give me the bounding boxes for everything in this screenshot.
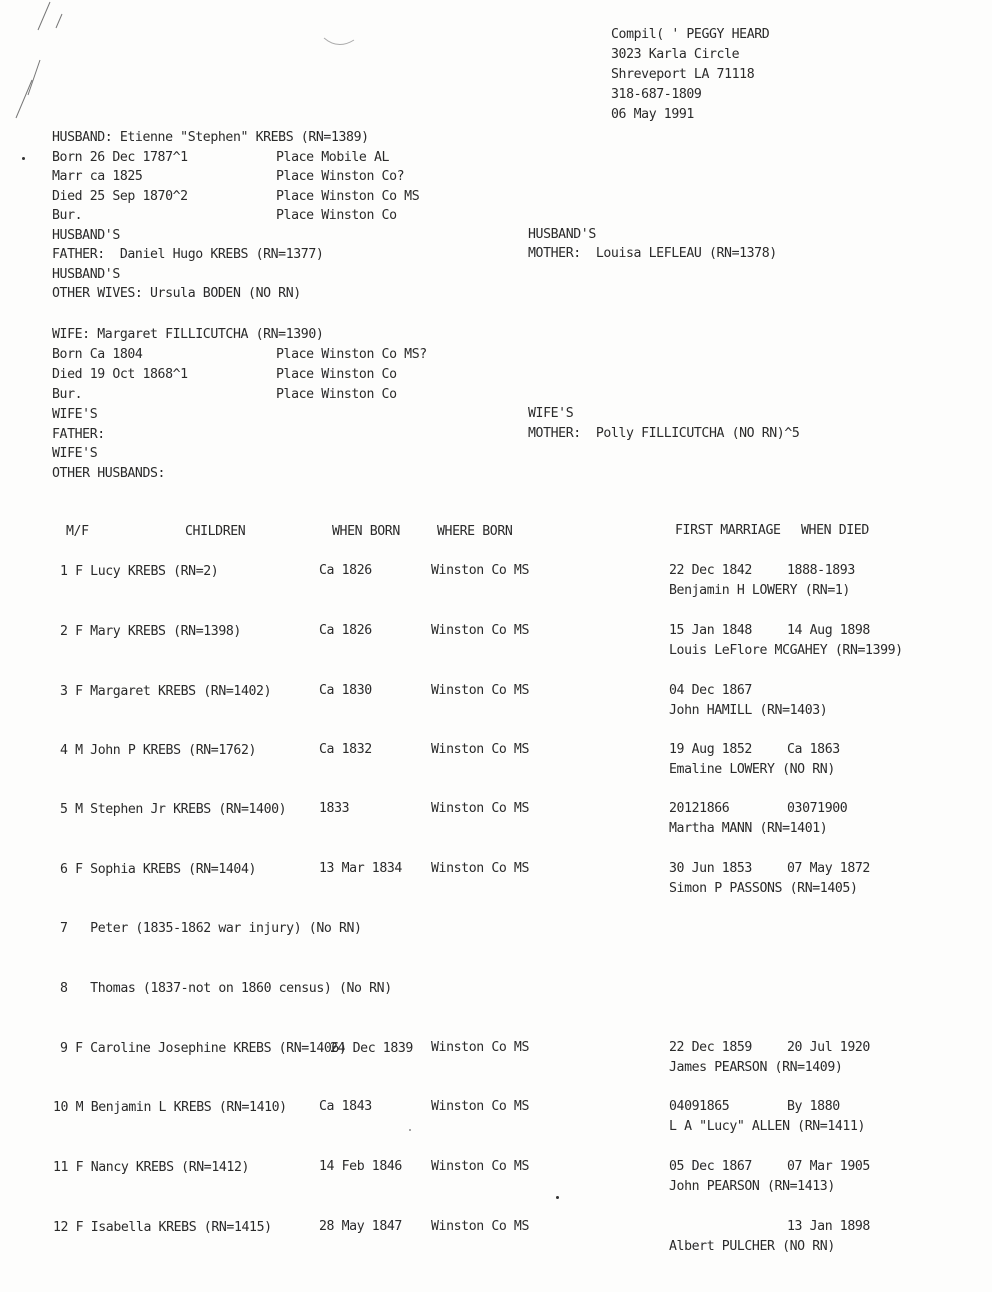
child-born: 28 May 1847 [319, 1219, 402, 1234]
pencil-mark-graphic [322, 34, 358, 50]
child-where: Winston Co MS [431, 742, 530, 757]
child-marr: 22 Dec 1842 [669, 563, 752, 578]
child-name: 8 Thomas (1837-not on 1860 census) (No RN) [60, 981, 392, 996]
compiler-address2: Shreveport LA 71118 [611, 67, 755, 82]
wife-name: WIFE: Margaret FILLICUTCHA (RN=1390) [52, 327, 324, 342]
wife-born: Born Ca 1804 [52, 347, 143, 362]
child-name: 1 F Lucy KREBS (RN=2) [60, 564, 219, 579]
child-marr: 20121866 [669, 801, 730, 816]
wife-bur-place: Place Winston Co [276, 387, 397, 402]
child-spouse: Simon P PASSONS (RN=1405) [669, 881, 858, 896]
child-where: Winston Co MS [431, 861, 530, 876]
child-marr: 22 Dec 1859 [669, 1040, 752, 1055]
child-born: Ca 1830 [319, 683, 372, 698]
child-name: 6 F Sophia KREBS (RN=1404) [60, 862, 257, 877]
child-name: 5 M Stephen Jr KREBS (RN=1400) [60, 802, 287, 817]
child-where: Winston Co MS [431, 801, 530, 816]
child-marr: 30 Jun 1853 [669, 861, 752, 876]
child-died: 13 Jan 1898 [787, 1219, 870, 1234]
wife-born-place: Place Winston Co MS? [276, 347, 427, 362]
husband-died: Died 25 Sep 1870^2 [52, 189, 188, 204]
wife-father-label: WIFE'S [52, 407, 98, 422]
header-children: CHILDREN [185, 524, 246, 539]
child-marr: 04 Dec 1867 [669, 683, 752, 698]
husband-mother: MOTHER: Louisa LEFLEAU (RN=1378) [528, 246, 777, 261]
child-born: Ca 1826 [319, 563, 372, 578]
child-name: 4 M John P KREBS (RN=1762) [60, 743, 257, 758]
child-where: Winston Co MS [431, 1219, 530, 1234]
child-spouse: Louis LeFlore MCGAHEY (RN=1399) [669, 643, 903, 658]
child-spouse: James PEARSON (RN=1409) [669, 1060, 843, 1075]
child-died: 20 Jul 1920 [787, 1040, 870, 1055]
child-row [0, 800, 992, 840]
child-where: Winston Co MS [431, 1099, 530, 1114]
wife-bur: Bur. [52, 387, 83, 402]
child-row [0, 919, 992, 959]
husband-father: FATHER: Daniel Hugo KREBS (RN=1377) [52, 247, 324, 262]
child-row [0, 1158, 992, 1198]
husband-born: Born 26 Dec 1787^1 [52, 150, 188, 165]
husband-father-label: HUSBAND'S [52, 228, 120, 243]
child-born: 1833 [319, 801, 350, 816]
speck-dot [22, 157, 25, 160]
child-spouse: Albert PULCHER (NO RN) [669, 1239, 835, 1254]
husband-other-label: HUSBAND'S [52, 267, 120, 282]
child-died: 03071900 [787, 801, 848, 816]
child-born: Ca 1832 [319, 742, 372, 757]
child-name: 2 F Mary KREBS (RN=1398) [60, 624, 241, 639]
husband-died-place: Place Winston Co MS [276, 189, 420, 204]
child-born: Ca 1843 [319, 1099, 372, 1114]
child-spouse: John PEARSON (RN=1413) [669, 1179, 835, 1194]
child-born: 24 Dec 1839 [330, 1041, 413, 1056]
husband-bur-place: Place Winston Co [276, 208, 397, 223]
husband-other-wives: OTHER WIVES: Ursula BODEN (NO RN) [52, 286, 301, 301]
husband-marr-place: Place Winston Co? [276, 169, 405, 184]
wife-mother: MOTHER: Polly FILLICUTCHA (NO RN)^5 [528, 426, 800, 441]
child-row [0, 979, 992, 1019]
child-spouse: Benjamin H LOWERY (RN=1) [669, 583, 850, 598]
child-spouse: L A "Lucy" ALLEN (RN=1411) [669, 1119, 866, 1134]
header-first-marriage: FIRST MARRIAGE [675, 523, 781, 538]
child-name: 11 F Nancy KREBS (RN=1412) [53, 1160, 250, 1175]
child-marr: 15 Jan 1848 [669, 623, 752, 638]
child-marr: 05 Dec 1867 [669, 1159, 752, 1174]
child-row [0, 682, 992, 722]
child-born: 13 Mar 1834 [319, 861, 402, 876]
child-born: Ca 1826 [319, 623, 372, 638]
header-where-born: WHERE BORN [437, 524, 513, 539]
header-when-died: WHEN DIED [801, 523, 869, 538]
child-spouse: Emaline LOWERY (NO RN) [669, 762, 835, 777]
child-died: By 1880 [787, 1099, 840, 1114]
child-name: 10 M Benjamin L KREBS (RN=1410) [53, 1100, 287, 1115]
child-row [0, 562, 992, 602]
husband-marr: Marr ca 1825 [52, 169, 143, 184]
header-mf: M/F [66, 524, 89, 539]
wife-died-place: Place Winston Co [276, 367, 397, 382]
header-when-born: WHEN BORN [332, 524, 400, 539]
child-died: 14 Aug 1898 [787, 623, 870, 638]
child-marr: 04091865 [669, 1099, 730, 1114]
child-row [0, 1098, 992, 1138]
child-died: Ca 1863 [787, 742, 840, 757]
child-died: 1888-1893 [787, 563, 855, 578]
child-row [0, 1218, 992, 1258]
husband-mother-label: HUSBAND'S [528, 227, 596, 242]
child-where: Winston Co MS [431, 1040, 530, 1055]
child-spouse: John HAMILL (RN=1403) [669, 703, 828, 718]
child-name: 7 Peter (1835-1862 war injury) (No RN) [60, 921, 362, 936]
child-spouse: Martha MANN (RN=1401) [669, 821, 828, 836]
wife-other-husbands: OTHER HUSBANDS: [52, 466, 166, 481]
compiler-phone: 318-687-1809 [611, 87, 702, 102]
child-where: Winston Co MS [431, 623, 530, 638]
child-born: 14 Feb 1846 [319, 1159, 402, 1174]
child-name: 12 F Isabella KREBS (RN=1415) [53, 1220, 272, 1235]
child-died: 07 May 1872 [787, 861, 870, 876]
child-where: Winston Co MS [431, 1159, 530, 1174]
child-name: 3 F Margaret KREBS (RN=1402) [60, 684, 272, 699]
compiler-address1: 3023 Karla Circle [611, 47, 740, 62]
wife-other-label: WIFE'S [52, 446, 98, 461]
husband-bur: Bur. [52, 208, 83, 223]
husband-name: HUSBAND: Etienne "Stephen" KREBS (RN=1389) [52, 130, 369, 145]
child-name: 9 F Caroline Josephine KREBS (RN=1406) [60, 1041, 347, 1056]
compiler-label: Compil( ' PEGGY HEARD [611, 27, 770, 42]
wife-died: Died 19 Oct 1868^1 [52, 367, 188, 382]
wife-mother-label: WIFE'S [528, 406, 574, 421]
child-row [0, 860, 992, 900]
husband-born-place: Place Mobile AL [276, 150, 390, 165]
compiler-date: 06 May 1991 [611, 107, 694, 122]
child-died: 07 Mar 1905 [787, 1159, 870, 1174]
child-row [0, 741, 992, 781]
wife-father: FATHER: [52, 427, 105, 442]
scan-mark-graphic [10, 0, 100, 120]
child-where: Winston Co MS [431, 563, 530, 578]
child-where: Winston Co MS [431, 683, 530, 698]
child-marr: 19 Aug 1852 [669, 742, 752, 757]
child-row [0, 1039, 992, 1079]
child-row [0, 622, 992, 662]
